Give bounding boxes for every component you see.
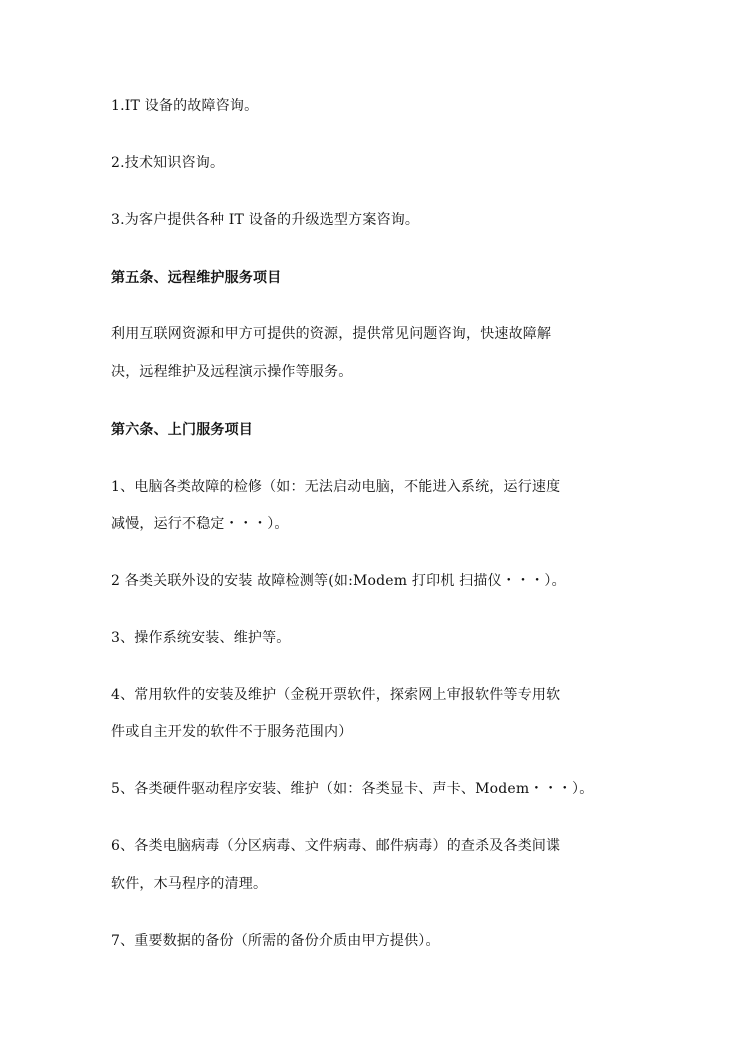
section5-body-line1: 利用互联网资源和甲方可提供的资源，提供常见问题咨询，快速故障解 [111, 326, 552, 342]
section6-item5: 5、各类硬件驱动程序安装、维护（如：各类显卡、声卡、Modem・・・）。 [111, 781, 594, 797]
item-upgrade-consulting: 3.为客户提供各种 IT 设备的升级选型方案咨询。 [111, 212, 420, 228]
section6-item6-line1: 6、各类电脑病毒（分区病毒、文件病毒、邮件病毒）的查杀及各类间谍 [111, 838, 561, 854]
section5-body-line2: 决，远程维护及远程演示操作等服务。 [111, 364, 353, 380]
section6-heading: 第六条、上门服务项目 [111, 422, 253, 438]
section6-item1-line1: 1、电脑各类故障的检修（如：无法启动电脑，不能进入系统，运行速度 [111, 479, 561, 495]
section5-heading: 第五条、远程维护服务项目 [111, 270, 282, 286]
section6-item3: 3、操作系统安装、维护等。 [111, 630, 291, 646]
section6-item6-line2: 软件，木马程序的清理。 [111, 876, 268, 892]
item-it-fault-consulting: 1.IT 设备的故障咨询。 [111, 98, 259, 114]
section6-item4-line2: 件或自主开发的软件不于服务范围内） [111, 724, 353, 740]
section6-item2: 2 各类关联外设的安装 故障检测等(如:Modem 打印机 扫描仪・・・）。 [111, 573, 566, 589]
section6-item7: 7、重要数据的备份（所需的备份介质由甲方提供）。 [111, 933, 440, 949]
section6-item1-line2: 减慢，运行不稳定・・・）。 [111, 516, 289, 532]
section6-item4-line1: 4、常用软件的安装及维护（金税开票软件，探索网上审报软件等专用软 [111, 687, 561, 703]
item-tech-knowledge-consulting: 2.技术知识咨询。 [111, 155, 225, 171]
